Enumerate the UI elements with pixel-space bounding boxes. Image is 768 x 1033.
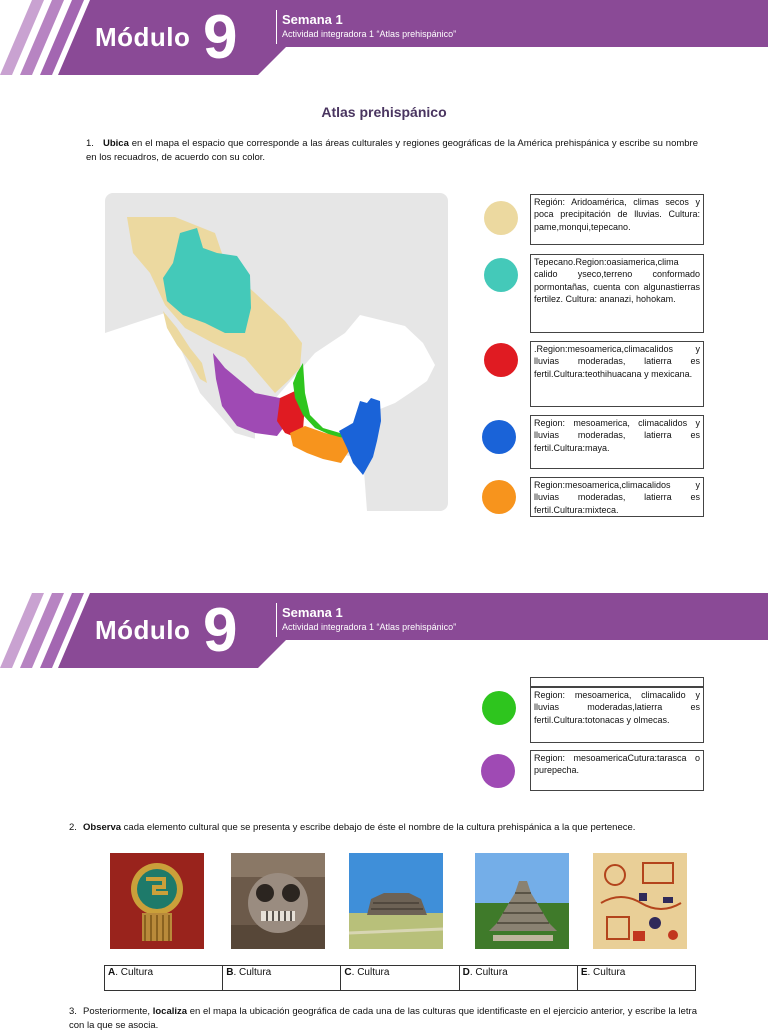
week-label: Semana 1	[282, 605, 343, 620]
module-header-page-2	[0, 593, 768, 668]
culture-label: . Cultura	[233, 967, 272, 978]
culture-cell-c[interactable]	[341, 966, 459, 990]
culture-cell-e[interactable]	[578, 966, 695, 990]
instruction-text: cada elemento cultural que se presenta y escribe debajo de éste el nombre de la cultura prehispánica a la que pertenece.	[121, 822, 636, 833]
mesoamerica-map	[105, 193, 450, 511]
legend-dot-red	[484, 343, 518, 377]
legend-box-empty	[530, 677, 704, 687]
culture-photo-d	[475, 853, 569, 949]
week-label: Semana 1	[282, 12, 343, 27]
legend-dot-green	[482, 691, 516, 725]
culture-cell-a[interactable]	[105, 966, 223, 990]
culture-photo-c	[349, 853, 443, 949]
culture-letter: C	[344, 967, 352, 978]
module-number: 9	[203, 3, 238, 72]
activity-label: Actividad integradora 1 “Atlas prehispánico”	[282, 622, 457, 632]
culture-cell-d[interactable]	[460, 966, 578, 990]
legend-box-oasisamerica: Tepecano.Region:oasiamerica,clima calido yseco,terreno conformado pormontañas, cuenta con algunastierras fertilez. Cultura: ananazi, hohokam.	[530, 254, 704, 333]
legend-box-orange: Region:mesoamerica,climacalidos y lluvias moderadas, latierra es fertil.Cultura:mixteca.	[530, 477, 704, 517]
culture-label: . Cultura	[115, 967, 154, 978]
instruction-verb: localiza	[152, 1006, 188, 1017]
culture-letter: D	[462, 967, 470, 978]
instruction-number: 3.	[69, 1006, 77, 1017]
legend-box-aridoamerica: Región: Aridoamérica, climas secos y poca precipitación de lluvias. Cultura: pame,monqui,tepecano.	[530, 194, 704, 245]
legend-box-green: Region: mesoamerica, climacalido y lluvias moderadas,latierra es fertil.Cultura:totonacas y olmecas.	[530, 687, 704, 743]
instruction-prefix: Posteriormente,	[83, 1006, 153, 1017]
legend-dot-blue	[482, 420, 516, 454]
culture-cell-b[interactable]	[223, 966, 341, 990]
legend-dot-orange	[482, 480, 516, 514]
legend-box-red: .Region:mesoamerica,climacalidos y lluvias moderadas, latierra es fertil.Cultura:teothihuacana y mexicana.	[530, 341, 704, 407]
culture-label: . Cultura	[587, 967, 626, 978]
module-number: 9	[203, 596, 238, 665]
instruction-number: 2.	[69, 822, 77, 833]
instruction-3	[69, 1005, 697, 1033]
culture-letter: B	[226, 967, 234, 978]
legend-dot-aridoamerica	[484, 201, 518, 235]
module-label: Módulo	[95, 615, 191, 645]
culture-photo-a	[110, 853, 204, 949]
instruction-number: 1.	[86, 138, 94, 149]
legend-box-blue: Region: mesoamerica, climacalidos y lluvias moderadas, latierra es fertil.Cultura:maya.	[530, 415, 704, 469]
culture-photo-b	[231, 853, 325, 949]
legend-box-purple: Region: mesoamericaCutura:tarasca o purepecha.	[530, 750, 704, 791]
instruction-2	[69, 821, 697, 835]
activity-label: Actividad integradora 1 “Atlas prehispánico”	[282, 29, 457, 39]
culture-label: . Cultura	[469, 967, 508, 978]
instruction-verb: Observa	[83, 822, 122, 833]
culture-letter: E	[580, 967, 588, 978]
instruction-verb: Ubica	[103, 138, 129, 149]
page-title: Atlas prehispánico	[321, 104, 447, 120]
instruction-1	[86, 137, 698, 165]
module-header	[0, 0, 768, 75]
culture-answer-table	[104, 965, 696, 991]
module-label: Módulo	[95, 22, 191, 52]
culture-photo-e	[593, 853, 687, 949]
header-divider	[276, 10, 277, 44]
culture-letter: A	[108, 967, 116, 978]
legend-dot-purple	[481, 754, 515, 788]
culture-label: . Cultura	[351, 967, 390, 978]
header-divider	[276, 603, 277, 637]
instruction-text: en el mapa el espacio que corresponde a las áreas culturales y regiones geográficas de la América prehispánica y escribe su nombre en los recuadros, de acuerdo con su color.	[86, 138, 698, 163]
instruction-text: en el mapa la ubicación geográfica de cada una de las culturas que identificaste en el ejercicio anterior, y escribe la letra con la que se asocia.	[69, 1006, 697, 1031]
legend-dot-oasisamerica	[484, 258, 518, 292]
